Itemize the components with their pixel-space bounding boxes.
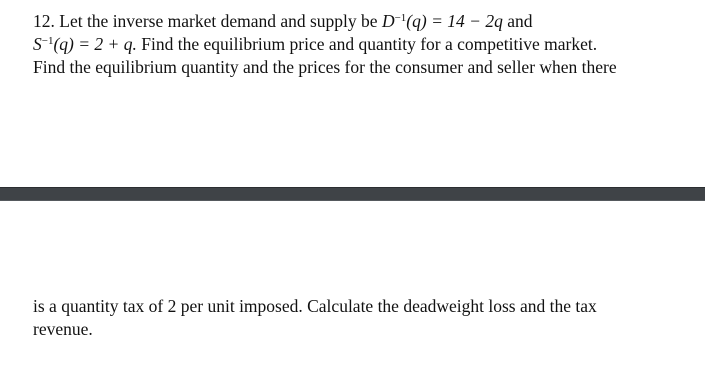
inverse-exponent: −1 xyxy=(41,35,54,47)
supply-function-expression: (q) = 2 + q. xyxy=(53,34,137,54)
page-divider xyxy=(0,187,705,201)
demand-function-expression: (q) = 14 − 2q xyxy=(406,11,503,31)
question-number: 12. xyxy=(33,11,55,31)
question-line-1 xyxy=(33,10,532,32)
demand-function-label: $D^{-1}$ xyxy=(381,11,407,31)
question-line-3: Find the equilibrium quantity and the prices for the consumer and seller when there xyxy=(33,57,617,77)
question-line-5: revenue. xyxy=(33,319,93,339)
question-line-4: is a quantity tax of 2 per unit imposed. Calculate the deadweight loss and the tax xyxy=(33,296,597,316)
supply-function-label: $S^{-1}$ xyxy=(33,34,54,54)
question-intro-text: Let the inverse market demand and supply be xyxy=(59,11,378,31)
question-line-2 xyxy=(33,33,597,55)
inverse-exponent: −1 xyxy=(394,12,407,24)
question-text-part-2: Find the equilibrium price and quantity for a competitive market. xyxy=(141,34,598,54)
conjunction-text: and xyxy=(507,11,533,31)
